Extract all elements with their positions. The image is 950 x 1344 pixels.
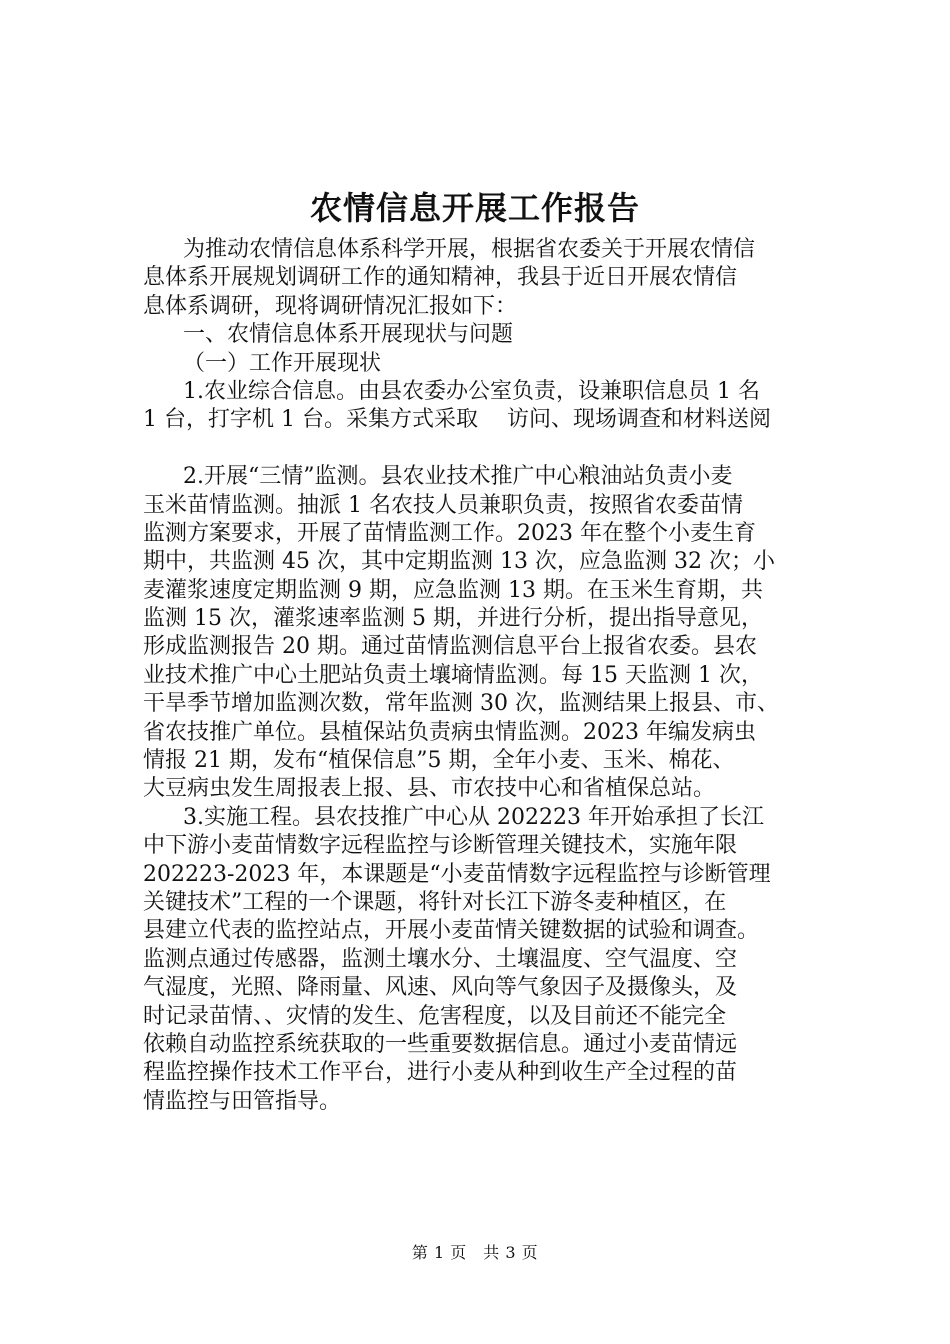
item-2-line-6: 监测 15 次，灌浆速率监测 5 期，并进行分析，提出指导意见， <box>143 606 763 632</box>
item-2-line-3: 监测方案要求，开展了苗情监测工作。2023 年在整个小麦生育 <box>143 520 756 546</box>
item-2-line-5: 麦灌浆速度定期监测 9 期，应急监测 13 期。在玉米生育期，共 <box>143 577 763 603</box>
paragraph-intro-line-1: 为推动农情信息体系科学开展，根据省农委关于开展农情信 <box>183 237 756 262</box>
item-3-line-8: 时记录苗情、、灾情的发生、危害程度，以及目前还不能完全 <box>143 1003 727 1029</box>
item-2-line-4: 期中，共监测 45 次，其中定期监测 13 次，应急监测 32 次；小 <box>143 549 775 575</box>
blank-gap <box>143 435 843 463</box>
document-body <box>143 236 843 1116</box>
item-1-line-2: 1 台，打字机 1 台。采集方式采取 访问、现场调查和材料送阅 <box>143 407 771 433</box>
section-heading-1: 一、农情信息体系开展现状与问题 <box>183 322 514 348</box>
item-2-line-11: 情报 21 期，发布“植保信息”5 期，全年小麦、玉米、棉花、 <box>143 748 735 774</box>
item-2-line-2: 玉米苗情监测。抽派 1 名农技人员兼职负责，按照省农委苗情 <box>143 492 743 518</box>
item-3-line-10: 程监控操作技术工作平台，进行小麦从种到收生产全过程的苗 <box>143 1060 738 1086</box>
item-3-line-6: 监测点通过传感器，监测土壤水分、土壤温度、空气温度、空 <box>143 946 738 972</box>
paragraph-intro-line-3: 息体系调研，现将调研情况汇报如下： <box>143 293 518 319</box>
item-3-line-2: 中下游小麦苗情数字远程监控与诊断管理关键技术，实施年限 <box>143 833 738 859</box>
item-3-line-9: 依赖自动监控系统获取的一些重要数据信息。通过小麦苗情远 <box>143 1031 738 1057</box>
subsection-heading-1: （一）工作开展现状 <box>183 350 382 376</box>
item-3-line-5: 县建立代表的监控站点，开展小麦苗情关键数据的试验和调查。 <box>143 918 760 944</box>
item-2-line-8: 业技术推广中心土肥站负责土壤墒情监测。每 15 天监测 1 次， <box>143 662 763 688</box>
item-3-line-4: 关键技术”工程的一个课题，将针对长江下游冬麦种植区，在 <box>143 889 727 915</box>
item-2-line-1: 2.开展“三情”监测。县农业技术推广中心粮油站负责小麦 <box>183 464 733 490</box>
item-3-line-7: 气湿度，光照、降雨量、风速、风向等气象因子及摄像头，及 <box>143 975 738 1001</box>
item-3-line-1: 3.实施工程。县农技推广中心从 202223 年开始承担了长江 <box>183 804 764 830</box>
item-1-line-1: 1.农业综合信息。由县农委办公室负责，设兼职信息员 1 名 <box>183 378 760 404</box>
paragraph-intro-line-2: 息体系开展规划调研工作的通知精神，我县于近日开展农情信 <box>143 265 738 291</box>
item-2-line-10: 省农技推广单位。县植保站负责病虫情监测。2023 年编发病虫 <box>143 719 756 745</box>
item-3-line-11: 情监控与田管指导。 <box>143 1088 342 1114</box>
page-title: 农情信息开展工作报告 <box>309 189 640 227</box>
page-footer: 第 1 页 共 3 页 <box>411 1243 539 1262</box>
item-2-line-7: 形成监测报告 20 期。通过苗情监测信息平台上报省农委。县农 <box>143 634 757 660</box>
item-2-line-9: 干旱季节增加监测次数，常年监测 30 次，监测结果上报县、市、 <box>143 691 779 717</box>
item-2-line-12: 大豆病虫发生周报表上报、县、市农技中心和省植保总站。 <box>143 776 716 802</box>
item-3-line-3: 202223-2023 年，本课题是“小麦苗情数字远程监控与诊断管理 <box>143 861 771 887</box>
